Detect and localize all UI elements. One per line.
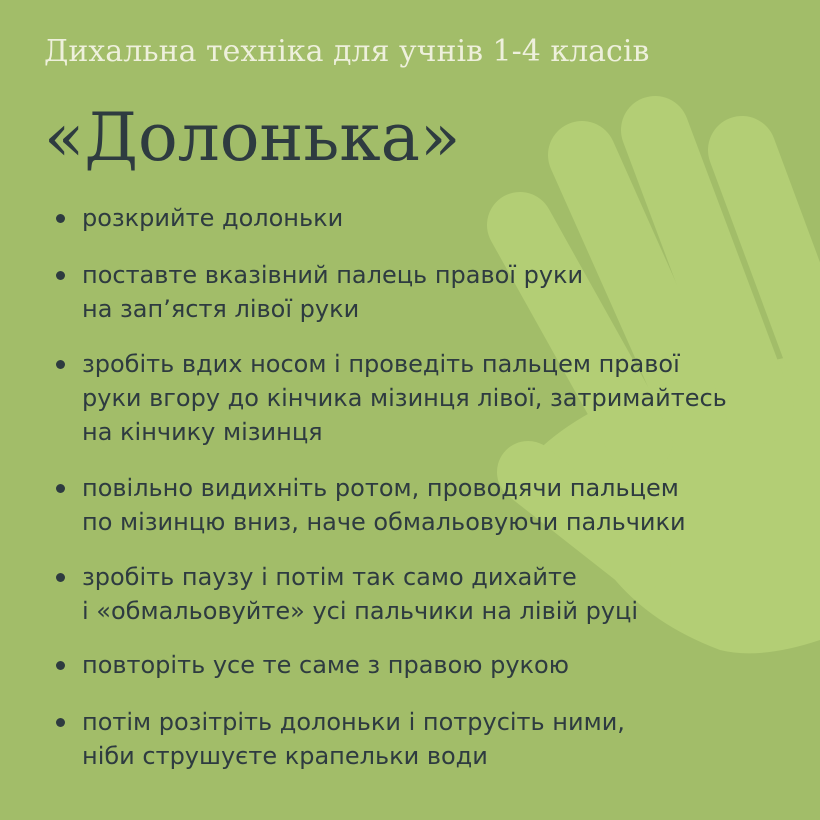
page-title: «Долонька»: [44, 99, 461, 176]
list-item: [56, 258, 796, 326]
step-line: повільно видихніть ротом, проводячи пальцем: [82, 474, 679, 502]
step-line: поставте вказівний палець правої руки: [82, 261, 584, 289]
step-line: на кінчику мізинця: [82, 418, 323, 446]
list-item: [56, 471, 796, 539]
step-line: руки вгору до кінчика мізинця лівої, затримайтесь: [82, 384, 727, 412]
step-line: зробіть вдих носом і проведіть пальцем правої: [82, 350, 680, 378]
step-line: розкрийте долоньки: [82, 204, 344, 232]
list-item: [56, 705, 796, 773]
step-line: зробіть паузу і потім так само дихайте: [82, 563, 577, 591]
list-item: [56, 347, 796, 449]
step-line: по мізинцю вниз, наче обмальовуючи пальчики: [82, 508, 686, 536]
step-line: потім розітріть долоньки і потрусіть ними,: [82, 708, 625, 736]
step-line: ніби струшуєте крапельки води: [82, 742, 488, 770]
bullet-icon: [56, 573, 65, 582]
subtitle: Дихальна техніка для учнів 1-4 класів: [44, 34, 650, 69]
list-item: [56, 201, 796, 235]
list-item: [56, 648, 796, 682]
list-item: [56, 560, 796, 628]
bullet-icon: [56, 214, 65, 223]
bullet-icon: [56, 271, 65, 280]
step-line: і «обмальовуйте» усі пальчики на лівій руці: [82, 597, 639, 625]
bullet-icon: [56, 360, 65, 369]
bullet-icon: [56, 484, 65, 493]
bullet-icon: [56, 718, 65, 727]
step-line: повторіть усе те саме з правою рукою: [82, 651, 569, 679]
bullet-icon: [56, 661, 65, 670]
step-line: на зап’ястя лівої руки: [82, 295, 360, 323]
